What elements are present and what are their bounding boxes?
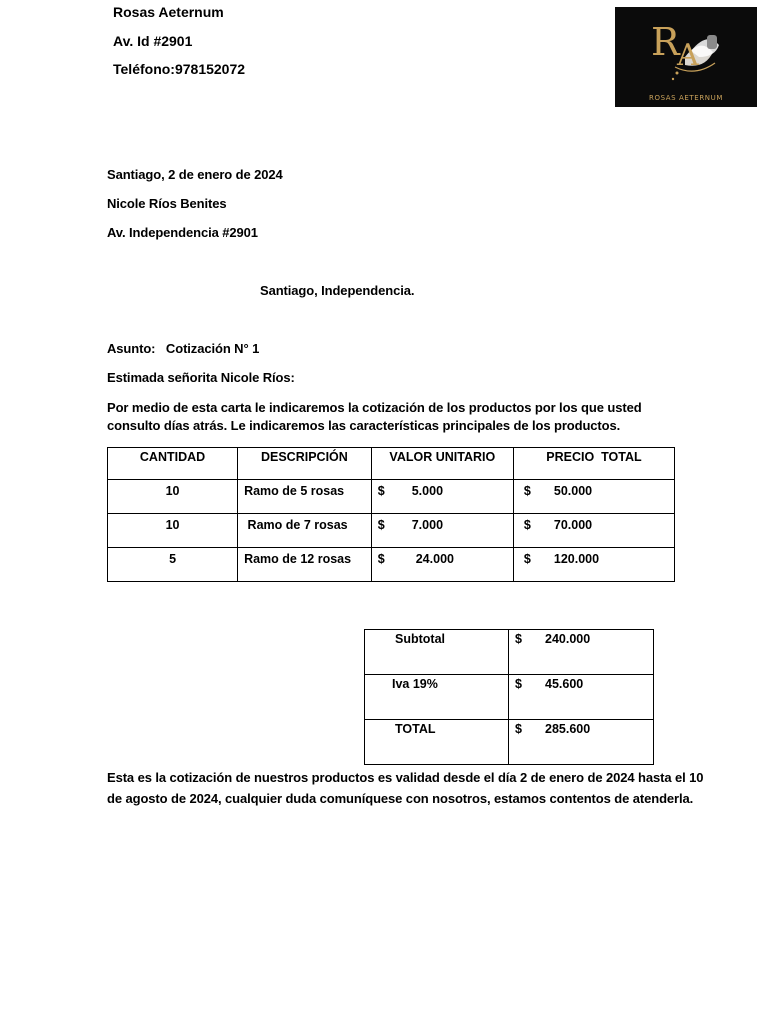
header-cantidad: CANTIDAD [108, 448, 238, 480]
company-logo [615, 7, 757, 107]
currency-symbol: $ [523, 484, 531, 498]
currency-symbol: $ [523, 552, 531, 566]
iva-value-cell [509, 675, 654, 720]
total-value: 50.000 [553, 484, 593, 498]
unit-value: 5.000 [411, 484, 444, 498]
unit-value: 24.000 [415, 552, 454, 566]
currency-symbol: $ [377, 552, 385, 566]
grand-total-value: 285.600 [545, 722, 591, 736]
company-address: Av. Id #2901 [113, 33, 193, 49]
intro-line-2: consulto días atrás. Le indicaremos las características principales de los productos. [107, 418, 621, 433]
letter-location: Santiago, Independencia. [260, 283, 415, 298]
recipient-name: Nicole Ríos Benites [107, 196, 227, 211]
iva-label: Iva 19% [365, 675, 509, 720]
currency-symbol: $ [377, 484, 385, 498]
letter-subject: Asunto: Cotización N° 1 [107, 341, 260, 356]
total-cell [513, 548, 674, 582]
products-table [107, 447, 675, 582]
subtotal-value-cell [509, 630, 654, 675]
unit-cell [371, 514, 513, 548]
unit-value: 7.000 [411, 518, 444, 532]
qty-cell: 5 [108, 548, 238, 582]
totals-table [364, 629, 654, 765]
total-value-cell [509, 720, 654, 765]
iva-value: 45.600 [545, 677, 584, 691]
letter-greeting: Estimada señorita Nicole Ríos: [107, 370, 295, 385]
table-row [108, 514, 675, 548]
currency-symbol: $ [523, 518, 531, 532]
total-cell [513, 480, 674, 514]
qty-cell: 10 [108, 514, 238, 548]
subtotal-value: 240.000 [545, 632, 591, 646]
total-row [365, 720, 654, 765]
table-row [108, 548, 675, 582]
currency-symbol: $ [515, 677, 522, 691]
unit-cell [371, 480, 513, 514]
table-header-row [108, 448, 675, 480]
currency-symbol: $ [515, 632, 522, 646]
subtotal-label: Subtotal [365, 630, 509, 675]
header-precio-total: PRECIO TOTAL [513, 448, 674, 480]
header-descripcion: DESCRIPCIÓN [238, 448, 372, 480]
recipient-address: Av. Independencia #2901 [107, 225, 258, 240]
company-name: Rosas Aeternum [113, 4, 224, 20]
closing-line-1: Esta es la cotización de nuestros productos es validad desde el día 2 de enero de 2024 hasta el 10 [107, 770, 704, 785]
currency-symbol: $ [377, 518, 385, 532]
iva-row [365, 675, 654, 720]
unit-cell [371, 548, 513, 582]
desc-cell: Ramo de 7 rosas [238, 514, 372, 548]
total-value: 70.000 [553, 518, 593, 532]
svg-text:A: A [677, 38, 699, 73]
desc-cell: Ramo de 5 rosas [238, 480, 372, 514]
intro-line-1: Por medio de esta carta le indicaremos la cotización de los productos por los que usted [107, 400, 642, 415]
total-label: TOTAL [365, 720, 509, 765]
header-valor-unitario: VALOR UNITARIO [371, 448, 513, 480]
qty-cell: 10 [108, 480, 238, 514]
letter-date: Santiago, 2 de enero de 2024 [107, 167, 283, 182]
closing-line-2: de agosto de 2024, cualquier duda comuníquese con nosotros, estamos contentos de atenderla. [107, 791, 694, 806]
table-row [108, 480, 675, 514]
company-phone: Teléfono:978152072 [113, 61, 246, 77]
svg-text:ROSAS AETERNUM: ROSAS AETERNUM [649, 94, 723, 102]
total-cell [513, 514, 674, 548]
subtotal-row [365, 630, 654, 675]
total-value: 120.000 [553, 552, 600, 566]
desc-cell: Ramo de 12 rosas [238, 548, 372, 582]
currency-symbol: $ [515, 722, 522, 736]
svg-text:R: R [651, 20, 680, 64]
